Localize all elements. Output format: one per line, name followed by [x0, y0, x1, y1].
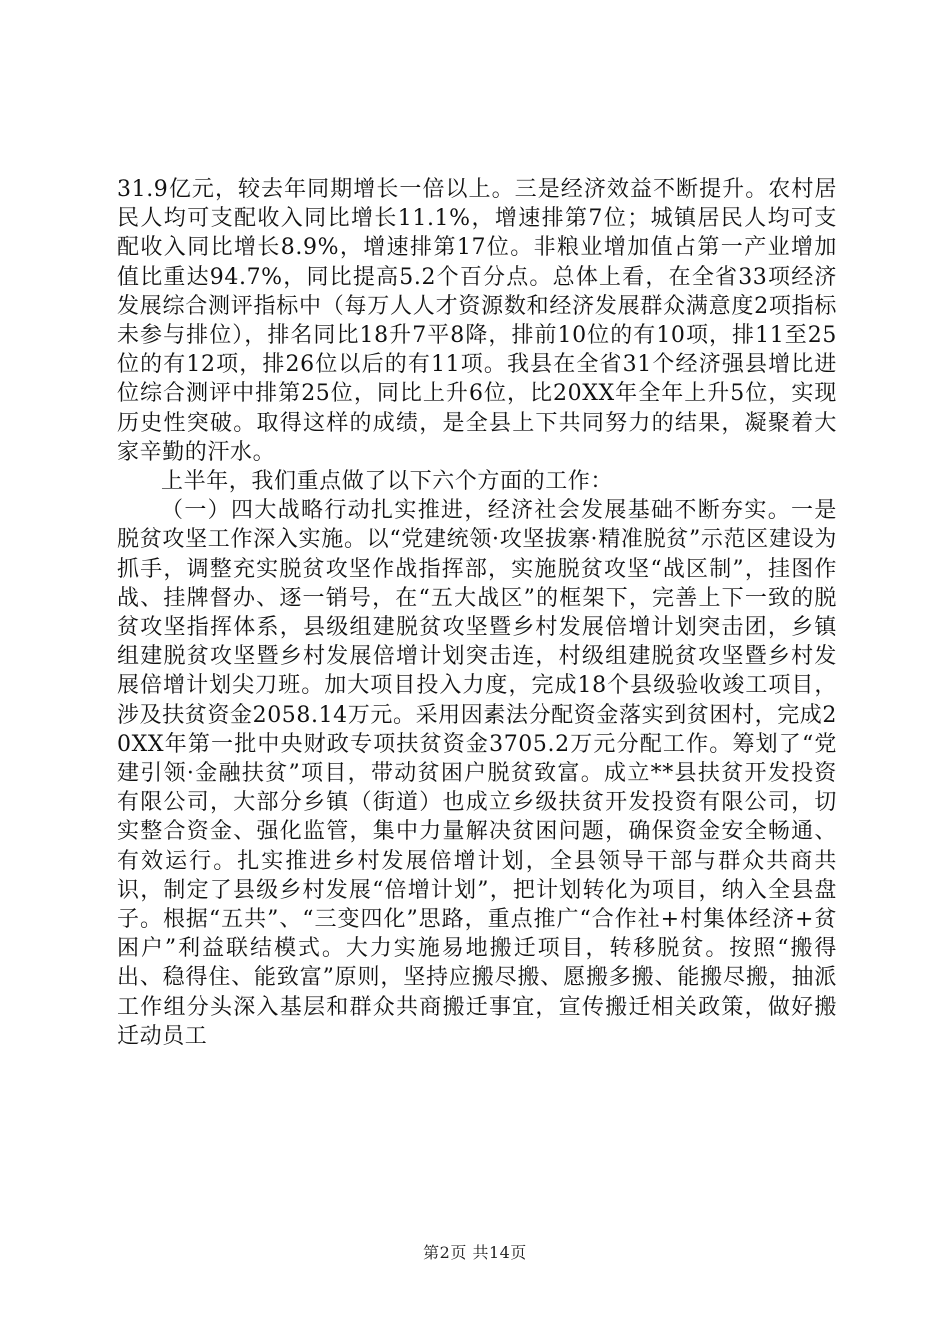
page-footer: 第2页 共14页: [423, 1243, 527, 1262]
paragraph-strategy-actions: （一）四大战略行动扎实推进，经济社会发展基础不断夯实。一是脱贫攻坚工作深入实施。以“党建统领·攻坚拔寨·精准脱贫”示范区建设为抓手，调整充实脱贫攻坚作战指挥部，实施脱贫攻坚“战区制”，挂图作战、挂牌督办、逐一销号，在“五大战区”的框架下，完善上下一致的脱贫攻坚指挥体系，县级组建脱贫攻坚暨乡村发展倍增计划突击团，乡镇组建脱贫攻坚暨乡村发展倍增计划突击连，村级组建脱贫攻坚暨乡村发展倍增计划尖刀班。加大项目投入力度，完成18个县级验收竣工项目，涉及扶贫资金2058.14万元。采用因素法分配资金落实到贫困村，完成20XX年第一批中央财政专项扶贫资金3705.2万元分配工作。筹划了“党建引领·金融扶贫”项目，带动贫困户脱贫致富。成立**县扶贫开发投资有限公司，大部分乡镇（街道）也成立乡级扶贫开发投资有限公司，切实整合资金、强化监管，集中力量解决贫困问题，确保资金安全畅通、有效运行。扎实推进乡村发展倍增计划，全县领导干部与群众共商共识，制定了县级乡村发展“倍增计划”，把计划转化为项目，纳入全县盘子。根据“五共”、“三变四化”思路，重点推广“合作社+村集体经济+贫困户”利益联结模式。大力实施易地搬迁项目，转移脱贫。按照“搬得出、稳得住、能致富”原则，坚持应搬尽搬、愿搬多搬、能搬尽搬，抽派工作组分头深入基层和群众共商搬迁事宜，宣传搬迁相关政策，做好搬迁动员工: [117, 498, 837, 1049]
paragraph-work-intro: 上半年，我们重点做了以下六个方面的工作：: [161, 469, 614, 495]
paragraph-economic-results: 31.9亿元，较去年同期增长一倍以上。三是经济效益不断提升。农村居民人均可支配收入同比增长11.1%，增速排第7位；城镇居民人均可支配收入同比增长8.9%，增速排第17位。非粮业增加值占第一产业增加值比重达94.7%，同比提高5.2个百分点。总体上看，在全省33项经济发展综合测评指标中（每万人人才资源数和经济发展群众满意度2项指标未参与排位），排名同比18升7平8降，排前10位的有10项，排11至25位的有12项，排26位以后的有11项。我县在全省31个经济强县增比进位综合测评中排第25位，同比上升6位，比20XX年全年上升5位，实现历史性突破。取得这样的成绩，是全县上下共同努力的结果，凝聚着大家辛勤的汗水。: [117, 177, 837, 465]
document-body: [117, 175, 837, 1051]
